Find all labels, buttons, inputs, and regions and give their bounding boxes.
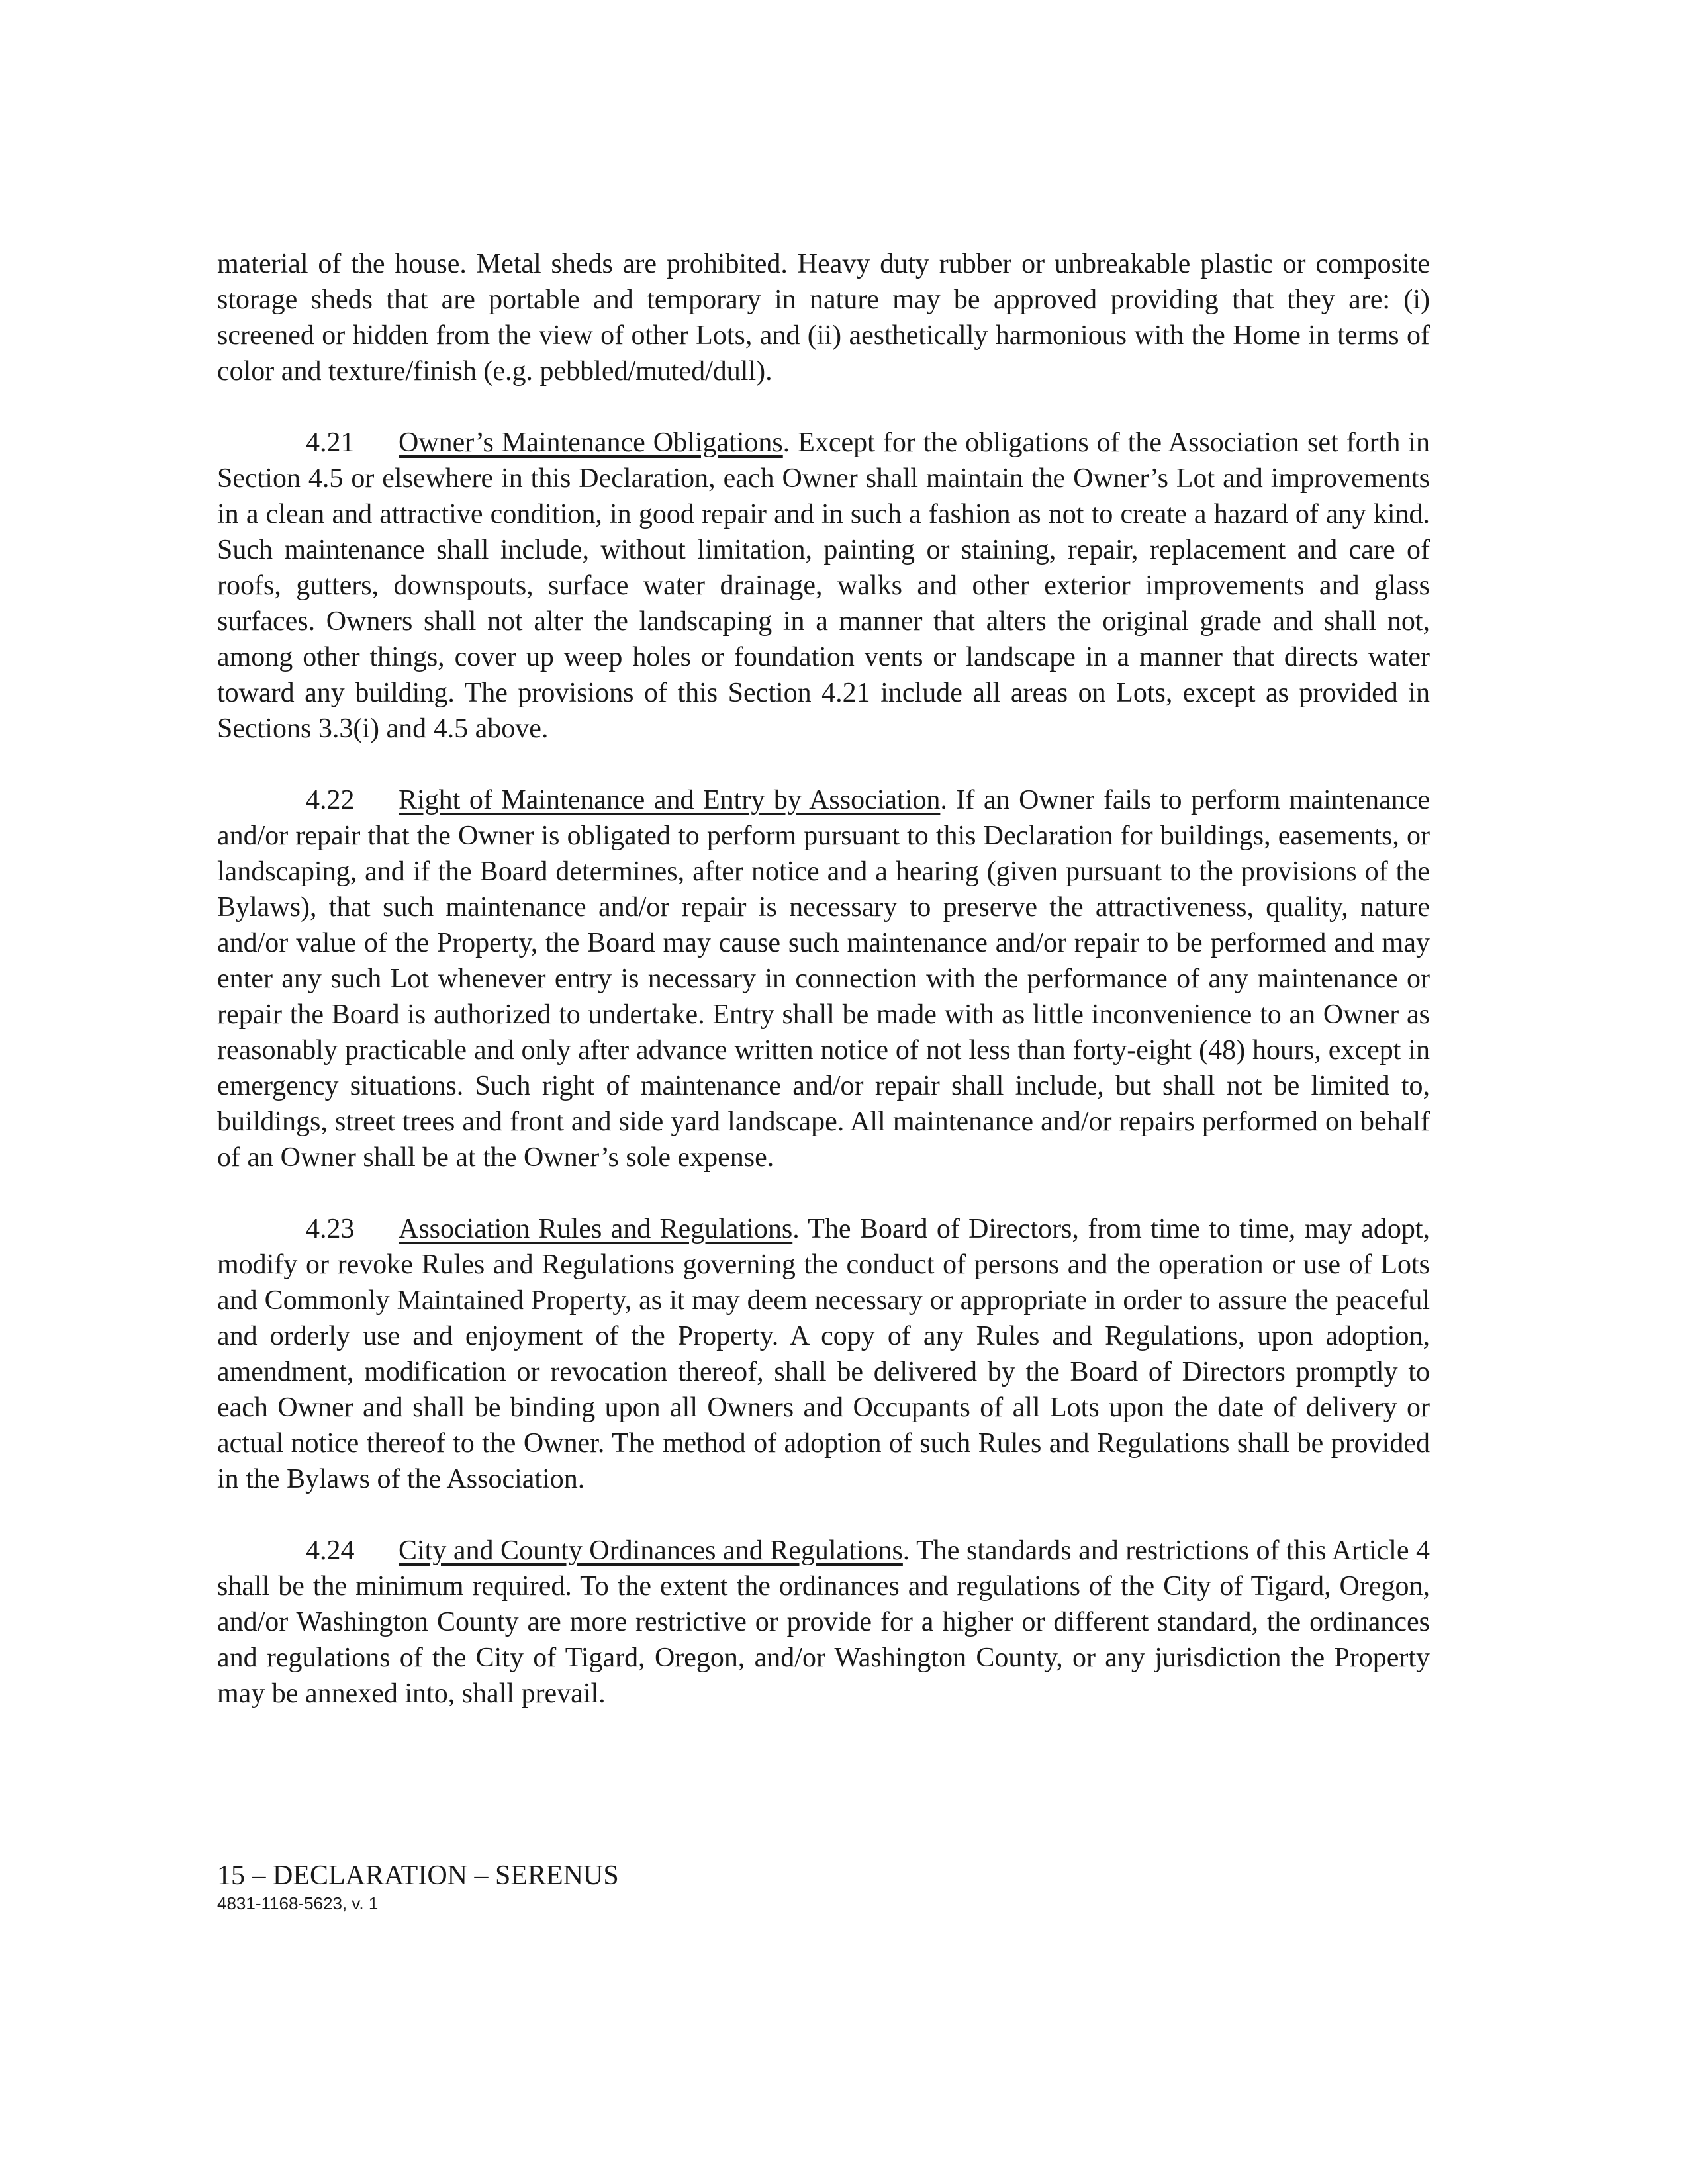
footer-title: 15 – DECLARATION – SERENUS [217, 1860, 619, 1891]
document-body [217, 246, 1430, 1747]
section-4-23 [217, 1211, 1430, 1497]
page-footer [217, 1858, 619, 1914]
section-number: 4.22 [306, 785, 355, 815]
section-text: . If an Owner fails to perform maintenance and/or repair that the Owner is obligated to perform pursuant to this Declaration for buildings, easements, or landscaping, and if the Board determines, after notice and a hearing (given pursuant to the provisions of the Bylaws), that such maintenance and/or repair is necessary to preserve the attractiveness, quality, nature and/or value of the Property, the Board may cause such maintenance and/or repair to be performed and may enter any such Lot whenever entry is necessary in connection with the performance of any maintenance or repair the Board is authorized to undertake. Entry shall be made with as little inconvenience to an Owner as reasonably practicable and only after advance written notice of not less than forty-eight (48) hours, except in emergency situations. Such right of maintenance and/or repair shall include, but shall not be limited to, buildings, street trees and front and side yard landscape. All maintenance and/or repairs performed on behalf of an Owner shall be at the Owner’s sole expense. [217, 785, 1430, 1173]
footer-doc-number: 4831-1168-5623, v. 1 [217, 1893, 379, 1913]
section-4-24 [217, 1533, 1430, 1711]
section-number: 4.21 [306, 428, 355, 458]
section-heading: Association Rules and Regulations [399, 1214, 793, 1244]
section-number: 4.24 [306, 1535, 355, 1566]
section-number: 4.23 [306, 1214, 355, 1244]
section-text: . Except for the obligations of the Association set forth in Section 4.5 or elsewhere in this Declaration, each Owner shall maintain the Owner’s Lot and improvements in a clean and attractive condition, in good repair and in such a fashion as not to create a hazard of any kind. Such maintenance shall include, without limitation, painting or staining, repair, replacement and care of roofs, gutters, downspouts, surface water drainage, walks and other exterior improvements and glass surfaces. Owners shall not alter the landscaping in a manner that alters the original grade and shall not, among other things, cover up weep holes or foundation vents or landscape in a manner that directs water toward any building. The provisions of this Section 4.21 include all areas on Lots, except as provided in Sections 3.3(i) and 4.5 above. [217, 428, 1430, 744]
section-4-22 [217, 782, 1430, 1175]
section-4-21 [217, 425, 1430, 747]
section-heading: City and County Ordinances and Regulations [399, 1535, 903, 1566]
section-text: . The Board of Directors, from time to time, may adopt, modify or revoke Rules and Regulations governing the conduct of persons and the operation or use of Lots and Commonly Maintained Property, as it may deem necessary or appropriate in order to assure the peaceful and orderly use and enjoyment of the Property. A copy of any Rules and Regulations, upon adoption, amendment, modification or revocation thereof, shall be delivered by the Board of Directors promptly to each Owner and shall be binding upon all Owners and Occupants of all Lots upon the date of delivery or actual notice thereof to the Owner. The method of adoption of such Rules and Regulations shall be provided in the Bylaws of the Association. [217, 1214, 1430, 1494]
section-heading: Right of Maintenance and Entry by Association [399, 785, 941, 815]
section-text: . The standards and restrictions of this Article 4 shall be the minimum required. To the extent the ordinances and regulations of the City of Tigard, Oregon, and/or Washington County are more restrictive or provide for a higher or different standard, the ordinances and regulations of the City of Tigard, Oregon, and/or Washington County, or any jurisdiction the Property may be annexed into, shall prevail. [217, 1535, 1430, 1709]
continuation-paragraph: material of the house. Metal sheds are prohibited. Heavy duty rubber or unbreakable plastic or composite storage sheds that are portable and temporary in nature may be approved providing that they are: (i) screened or hidden from the view of other Lots, and (ii) aesthetically harmonious with the Home in terms of color and texture/finish (e.g. pebbled/muted/dull). [217, 249, 1430, 387]
section-heading: Owner’s Maintenance Obligations [399, 428, 783, 458]
